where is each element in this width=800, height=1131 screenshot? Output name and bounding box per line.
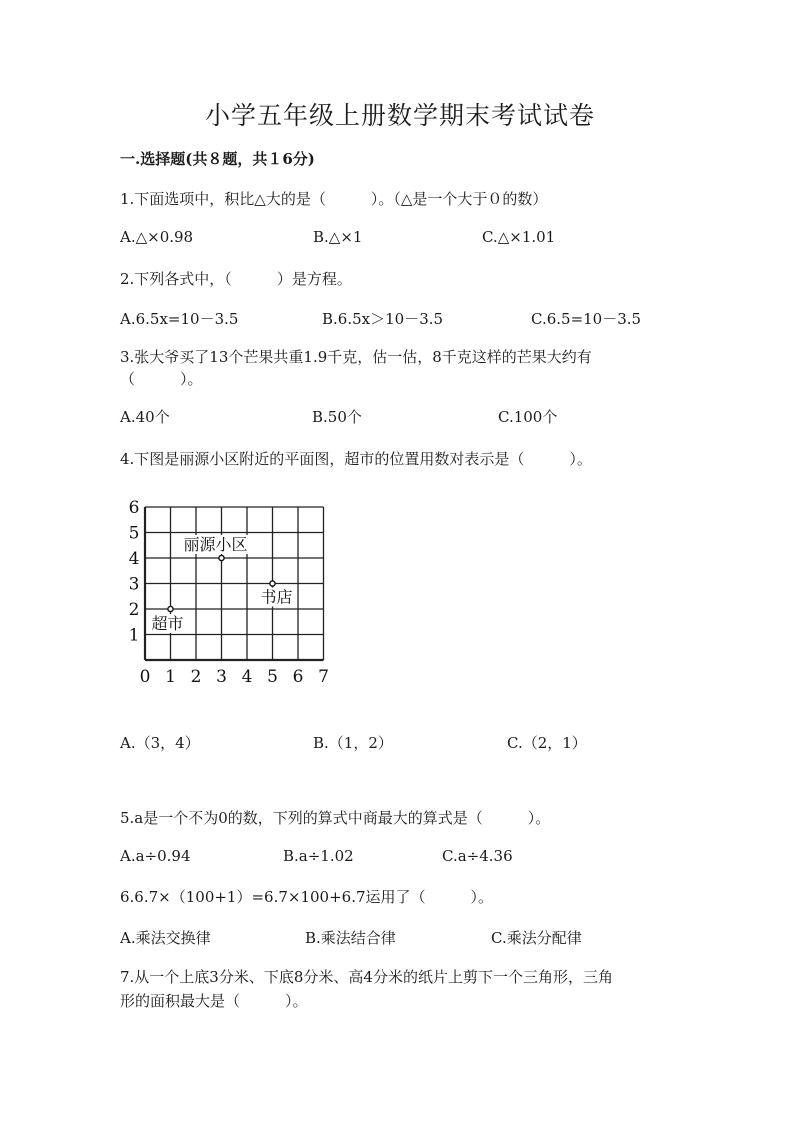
page-title: 小学五年级上册数学期末考试试卷 bbox=[204, 101, 595, 130]
y-tick-label: 2 bbox=[128, 600, 140, 620]
y-tick-label: 5 bbox=[128, 523, 140, 544]
question-1-option-b: B.△×1 bbox=[313, 228, 363, 246]
question-2-stem: 2.下列各式中，（ ）是方程。 bbox=[120, 270, 352, 288]
grid-lines bbox=[145, 507, 324, 660]
question-3-stem-line-2: （ ）。 bbox=[120, 370, 203, 388]
question-6-stem: 6.6.7×（100+1）=6.7×100+6.7运用了（ ）。 bbox=[120, 888, 494, 906]
x-tick-label: 1 bbox=[165, 667, 176, 687]
question-7-stem-line-2: 形的面积最大是（ ）。 bbox=[120, 992, 308, 1010]
place-label: 丽源小区 bbox=[183, 535, 248, 554]
y-tick-label: 4 bbox=[128, 549, 140, 569]
question-5-option-b: B.a÷1.02 bbox=[283, 847, 354, 865]
question-5-option-a: A.a÷0.94 bbox=[120, 847, 191, 865]
question-3-option-b: B.50个 bbox=[312, 408, 362, 426]
question-3-option-c: C.100个 bbox=[498, 408, 558, 426]
y-tick-label: 6 bbox=[128, 498, 140, 518]
x-tick-label: 4 bbox=[241, 667, 253, 687]
question-7-stem-line-1: 7.从一个上底3分米、下底8分米、高4分米的纸片上剪下一个三角形，三角 bbox=[120, 968, 613, 986]
question-4-option-a: A.（3，4） bbox=[120, 734, 200, 752]
place-marker bbox=[270, 581, 275, 586]
y-axis-tick-labels bbox=[129, 498, 140, 646]
question-2-option-c: C.6.5=10－3.5 bbox=[531, 310, 642, 328]
y-tick-label: 1 bbox=[128, 625, 140, 646]
x-axis-tick-labels bbox=[140, 667, 329, 687]
question-2-option-b: B.6.5x＞10－3.5 bbox=[322, 310, 444, 328]
coordinate-grid-map bbox=[125, 497, 345, 692]
y-tick-label: 3 bbox=[128, 574, 140, 595]
x-tick-label: 3 bbox=[216, 667, 227, 687]
question-4-option-c: C.（2，1） bbox=[507, 734, 587, 752]
question-5-stem: 5.a是一个不为0的数，下列的算式中商最大的算式是（ ）。 bbox=[120, 809, 551, 827]
x-tick-label: 0 bbox=[139, 667, 151, 687]
question-5-option-c: C.a÷4.36 bbox=[442, 847, 513, 865]
place-marker bbox=[219, 555, 224, 560]
question-1-stem: 1.下面选项中，积比△大的是（ ）。（△是一个大于０的数） bbox=[120, 190, 548, 208]
question-1-option-a: A.△×0.98 bbox=[120, 228, 194, 246]
x-tick-label: 7 bbox=[318, 667, 329, 687]
x-tick-label: 2 bbox=[190, 667, 202, 687]
question-4-option-b: B.（1，2） bbox=[313, 734, 393, 752]
x-tick-label: 5 bbox=[267, 667, 278, 687]
question-2-option-a: A.6.5x=10－3.5 bbox=[120, 310, 239, 328]
place-marker bbox=[168, 606, 173, 611]
place-label: 书店 bbox=[260, 587, 293, 607]
x-tick-label: 6 bbox=[292, 667, 304, 687]
question-3-stem-line-1: 3.张大爷买了13个芒果共重1.9千克，估一估，8千克这样的芒果大约有 bbox=[120, 348, 592, 366]
question-6-option-c: C.乘法分配律 bbox=[491, 929, 582, 947]
place-label: 超市 bbox=[151, 614, 184, 633]
question-3-option-a: A.40个 bbox=[120, 408, 170, 426]
question-4-stem: 4.下图是丽源小区附近的平面图，超市的位置用数对表示是（ ）。 bbox=[120, 450, 592, 468]
question-6-option-b: B.乘法结合律 bbox=[305, 929, 396, 947]
question-1-option-c: C.△×1.01 bbox=[482, 228, 556, 246]
section-heading: 一.选择题(共８题，共１6分) bbox=[120, 150, 315, 168]
question-6-option-a: A.乘法交换律 bbox=[120, 929, 211, 947]
